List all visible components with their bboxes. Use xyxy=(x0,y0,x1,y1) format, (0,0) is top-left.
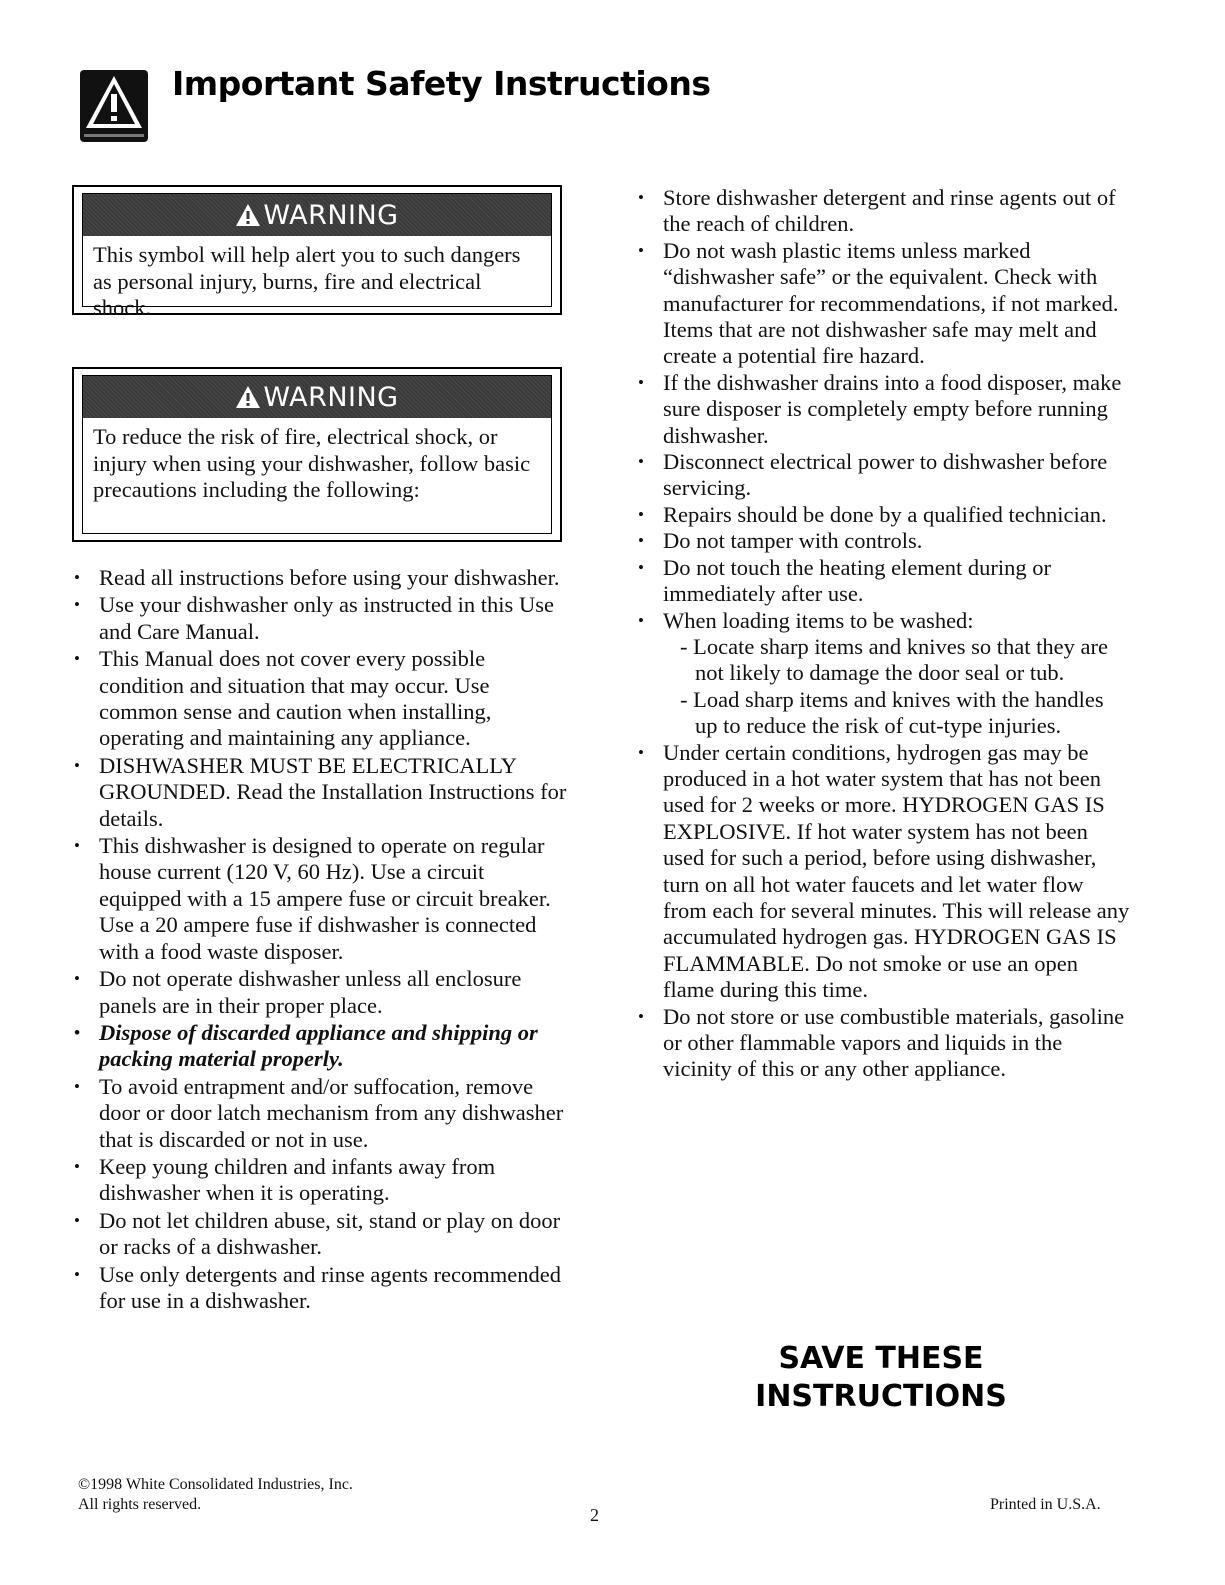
warning-triangle-icon xyxy=(235,385,261,409)
list-item: • DISHWASHER MUST BE ELECTRICALLY GROUNDED. Read the Installation Instructions for details. xyxy=(72,753,572,832)
page-title: Important Safety Instructions xyxy=(172,64,711,103)
warning-box xyxy=(72,185,562,320)
warning-label: WARNING xyxy=(263,199,399,231)
warning-banner xyxy=(83,194,551,236)
sub-list-item: - Load sharp items and knives with the handles up to reduce the risk of cut-type injuries. xyxy=(663,687,1131,740)
warning-triangle-icon xyxy=(80,70,152,146)
list-item: • Do not tamper with controls. xyxy=(636,528,1131,554)
list-item xyxy=(636,608,1131,740)
list-item: • Disconnect electrical power to dishwasher before servicing. xyxy=(636,449,1131,502)
list-item: • Keep young children and infants away from dishwasher when it is operating. xyxy=(72,1154,572,1207)
warning-label: WARNING xyxy=(263,381,399,413)
warning-triangle-icon xyxy=(235,203,261,227)
save-line-1: SAVE THESE xyxy=(778,1341,984,1376)
list-item: • This Manual does not cover every possible condition and situation that may occur. Use common sense and caution when installing, operating and maintaining any appliance. xyxy=(72,646,572,752)
list-item: • Dispose of discarded appliance and shipping or packing material properly. xyxy=(72,1020,572,1073)
save-instructions-heading xyxy=(716,1340,1046,1416)
list-item-text: When loading items to be washed: xyxy=(663,607,974,633)
list-item: • This dishwasher is designed to operate on regular house current (120 V, 60 Hz). Use a circuit equipped with a 15 ampere fuse or circuit breaker. Use a 20 ampere fuse if dishwasher is connected with a food waste disposer. xyxy=(72,833,572,965)
footer-copyright xyxy=(78,1475,353,1515)
list-item: • Under certain conditions, hydrogen gas may be produced in a hot water system that has not been used for 2 weeks or more. HYDROGEN GAS IS EXPLOSIVE. If hot water system has not been used for such a period, before using dishwasher, turn on all hot water faucets and let water flow from each for several minutes. This will release any accumulated hydrogen gas. HYDROGEN GAS IS FLAMMABLE. Do not smoke or use an open flame during this time. xyxy=(636,740,1131,1004)
list-item: • Do not let children abuse, sit, stand or play on door or racks of a dishwasher. xyxy=(72,1208,572,1261)
page-number: 2 xyxy=(590,1505,599,1525)
list-item: • Repairs should be done by a qualified technician. xyxy=(636,502,1131,528)
sub-list-item: - Locate sharp items and knives so that they are not likely to damage the door seal or tub. xyxy=(663,634,1131,687)
list-item: • Read all instructions before using your dishwasher. xyxy=(72,565,572,591)
safety-list-left xyxy=(72,565,572,1315)
rights-text: All rights reserved. xyxy=(78,1496,202,1513)
list-item: • Do not touch the heating element during or immediately after use. xyxy=(636,555,1131,608)
list-item: • Do not wash plastic items unless marked “dishwasher safe” or the equivalent. Check with manufacturer for recommendations, if not marked. Items that are not dishwasher safe may melt and create a potential fire hazard. xyxy=(636,238,1131,370)
list-item: • If the dishwasher drains into a food disposer, make sure disposer is completely empty before running dishwasher. xyxy=(636,370,1131,449)
warning-banner xyxy=(83,376,551,418)
warning-box xyxy=(72,367,562,542)
list-item: • Store dishwasher detergent and rinse agents out of the reach of children. xyxy=(636,185,1131,238)
printed-in: Printed in U.S.A. xyxy=(990,1496,1101,1513)
list-item: • To avoid entrapment and/or suffocation, remove door or door latch mechanism from any dishwasher that is discarded or not in use. xyxy=(72,1074,572,1153)
list-item: • Do not operate dishwasher unless all enclosure panels are in their proper place. xyxy=(72,966,572,1019)
safety-list-right xyxy=(636,185,1131,1083)
list-item: • Use your dishwasher only as instructed in this Use and Care Manual. xyxy=(72,592,572,645)
warning-text: This symbol will help alert you to such dangers as personal injury, burns, fire and electrical shock. xyxy=(93,242,521,320)
copyright-text: ©1998 White Consolidated Industries, Inc. xyxy=(78,1476,353,1493)
list-item: • Do not store or use combustible materials, gasoline or other flammable vapors and liquids in the vicinity of this or any other appliance. xyxy=(636,1004,1131,1083)
warning-text: To reduce the risk of fire, electrical shock, or injury when using your dishwasher, follow basic precautions including the following: xyxy=(93,424,531,502)
loading-sublist xyxy=(663,634,1131,740)
save-line-2: INSTRUCTIONS xyxy=(755,1379,1007,1414)
list-item: • Use only detergents and rinse agents recommended for use in a dishwasher. xyxy=(72,1262,572,1315)
